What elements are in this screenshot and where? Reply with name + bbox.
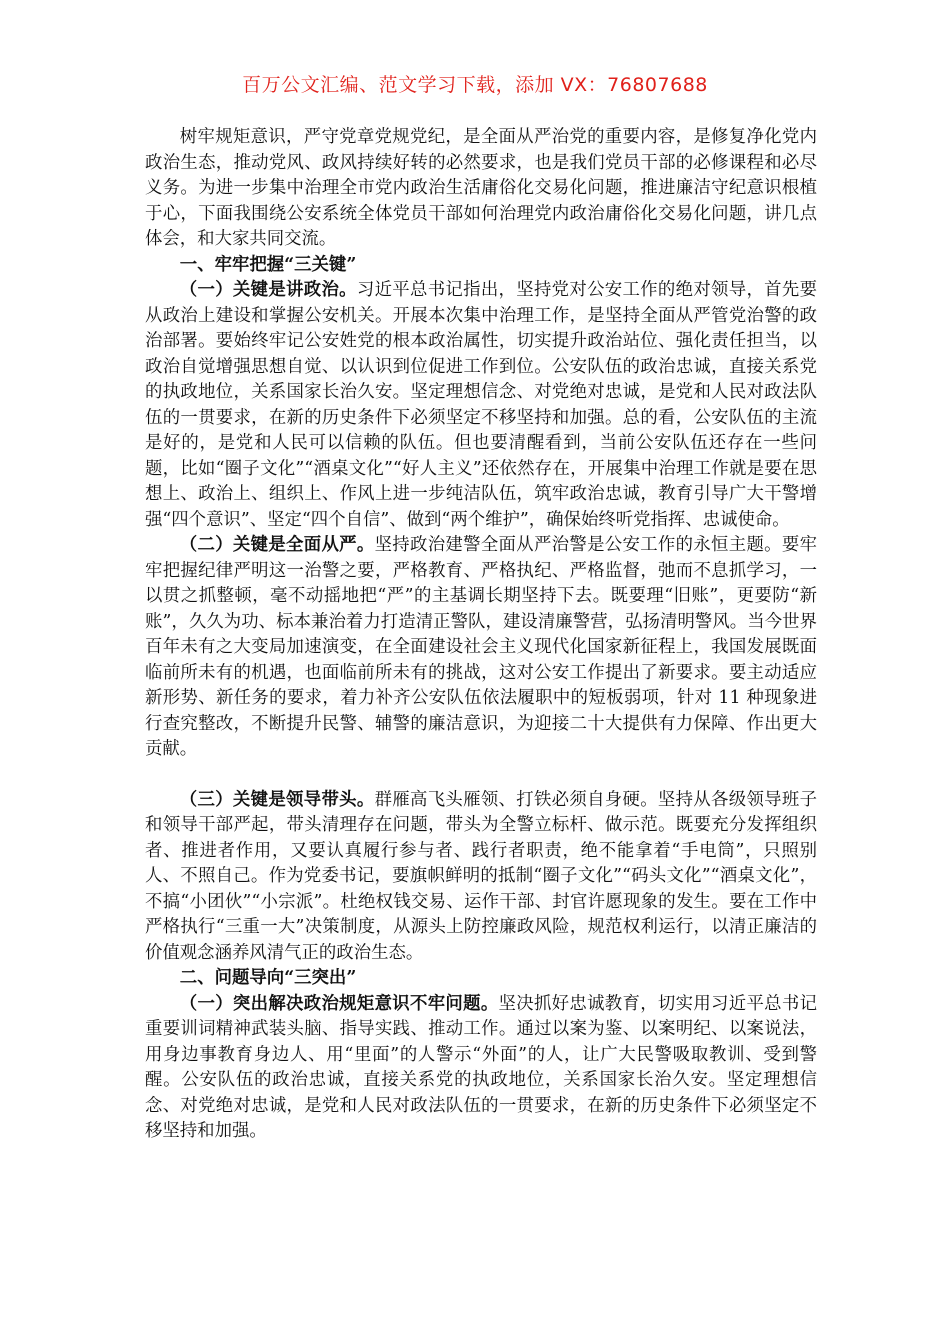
section-2-heading: 二、问题导向“三突出” <box>179 968 357 988</box>
paragraph-text: 坚持政治建警全面从严治警是公安工作的永恒主题。要牢牢把握纪律严明这一治警之要，严格教育、严格执纪、严格监督，弛而不息抓学习，一以贯之抓整顿，毫不动摇地把“严”的主基调长期坚持下去。既要理“旧账”，更要防“新账”，久久为功、标本兼治着力打造清正警队，建设清廉警营，弘扬清明警风。当今世界百年未有之大变局加速演变，在全面建设社会主义现代化国家新征程上，我国发展既面临前所未有的机遇，也面临前所未有的挑战，这对公安工作提出了新要求。要主动适应新形势、新任务的要求，着力补齐公安队伍依法履职中的短板弱项，针对 11 种现象进行查究整改，不断提升民警、辅警的廉洁意识，为迎接二十大提供有力保障、作出更大贡献。 <box>145 535 817 759</box>
blank-line <box>145 763 817 788</box>
section-1-heading: 一、牢牢把握“三关键” <box>179 254 357 275</box>
header-banner: 百万公文汇编、范文学习下载，添加 VX：76807688 <box>242 74 708 96</box>
paragraph-lead: （二）关键是全面从严。 <box>179 535 375 555</box>
paragraph <box>145 278 817 533</box>
paragraph-text: 坚决抓好忠诚教育，切实用习近平总书记重要训词精神武装头脑、指导实践、推动工作。通过以案为鉴、以案明纪、以案说法，用身边事教育身边人、用“里面”的人警示“外面”的人，让广大民警吸取教训、受到警醒。公安队伍的政治忠诚，直接关系党的执政地位，关系国家长治久安。坚定理想信念、对党绝对忠诚，是党和人民对政法队伍的一贯要求，在新的历史条件下必须坚定不移坚持和加强。 <box>145 993 817 1141</box>
paragraph <box>145 788 817 967</box>
document-body <box>145 125 817 1145</box>
paragraph <box>145 992 817 1145</box>
intro-paragraph: 树牢规矩意识，严守党章党规党纪，是全面从严治党的重要内容，是修复净化党内政治生态，推动党风、政风持续好转的必然要求，也是我们党员干部的必修课程和必尽义务。为进一步集中治理全市党内政治生活庸俗化交易化问题，推进廉洁守纪意识根植于心，下面我围绕公安系统全体党员干部如何治理党内政治庸俗化交易化问题，讲几点体会，和大家共同交流。 <box>145 127 817 249</box>
paragraph-text: 习近平总书记指出，坚持党对公安工作的绝对领导，首先要从政治上建设和掌握公安机关。开展本次集中治理工作，是坚持全面从严管党治警的政治部署。要始终牢记公安姓党的根本政治属性，切实提升政治站位、强化责任担当，以政治自觉增强思想自觉、以认识到位促进工作到位。公安队伍的政治忠诚，直接关系党的执政地位，关系国家长治久安。坚定理想信念、对党绝对忠诚，是党和人民对政法队伍的一贯要求，在新的历史条件下必须坚定不移坚持和加强。总的看，公安队伍的主流是好的，是党和人民可以信赖的队伍。但也要清醒看到，当前公安队伍还存在一些问题，比如“圈子文化”“酒桌文化”“好人主义”还依然存在，开展集中治理工作就是要在思想上、政治上、组织上、作风上进一步纯洁队伍，筑牢政治忠诚，教育引导广大干警增强“四个意识”、坚定“四个自信”、做到“两个维护”，确保始终听党指挥、忠诚使命。 <box>145 280 817 530</box>
paragraph-lead: （三）关键是领导带头。 <box>179 789 375 810</box>
paragraph <box>145 533 817 763</box>
paragraph-lead: （一）突出解决政治规矩意识不牢问题。 <box>179 993 499 1014</box>
paragraph-text: 群雁高飞头雁领、打铁必须自身硬。坚持从各级领导班子和领导干部严起，带头清理存在问题，带头为全警立标杆、做示范。既要充分发挥组织者、推进者作用，又要认真履行参与者、践行者职责，绝不能拿着“手电筒”，只照别人、不照自己。作为党委书记，要旗帜鲜明的抵制“圈子文化”“码头文化”“酒桌文化”，不搞“小团伙”“小宗派”。杜绝权钱交易、运作干部、封官许愿现象的发生。要在工作中严格执行“三重一大”决策制度，从源头上防控廉政风险，规范权利运行，以清正廉洁的价值观念涵养风清气正的政治生态。 <box>145 789 817 963</box>
paragraph-lead: （一）关键是讲政治。 <box>179 280 357 300</box>
